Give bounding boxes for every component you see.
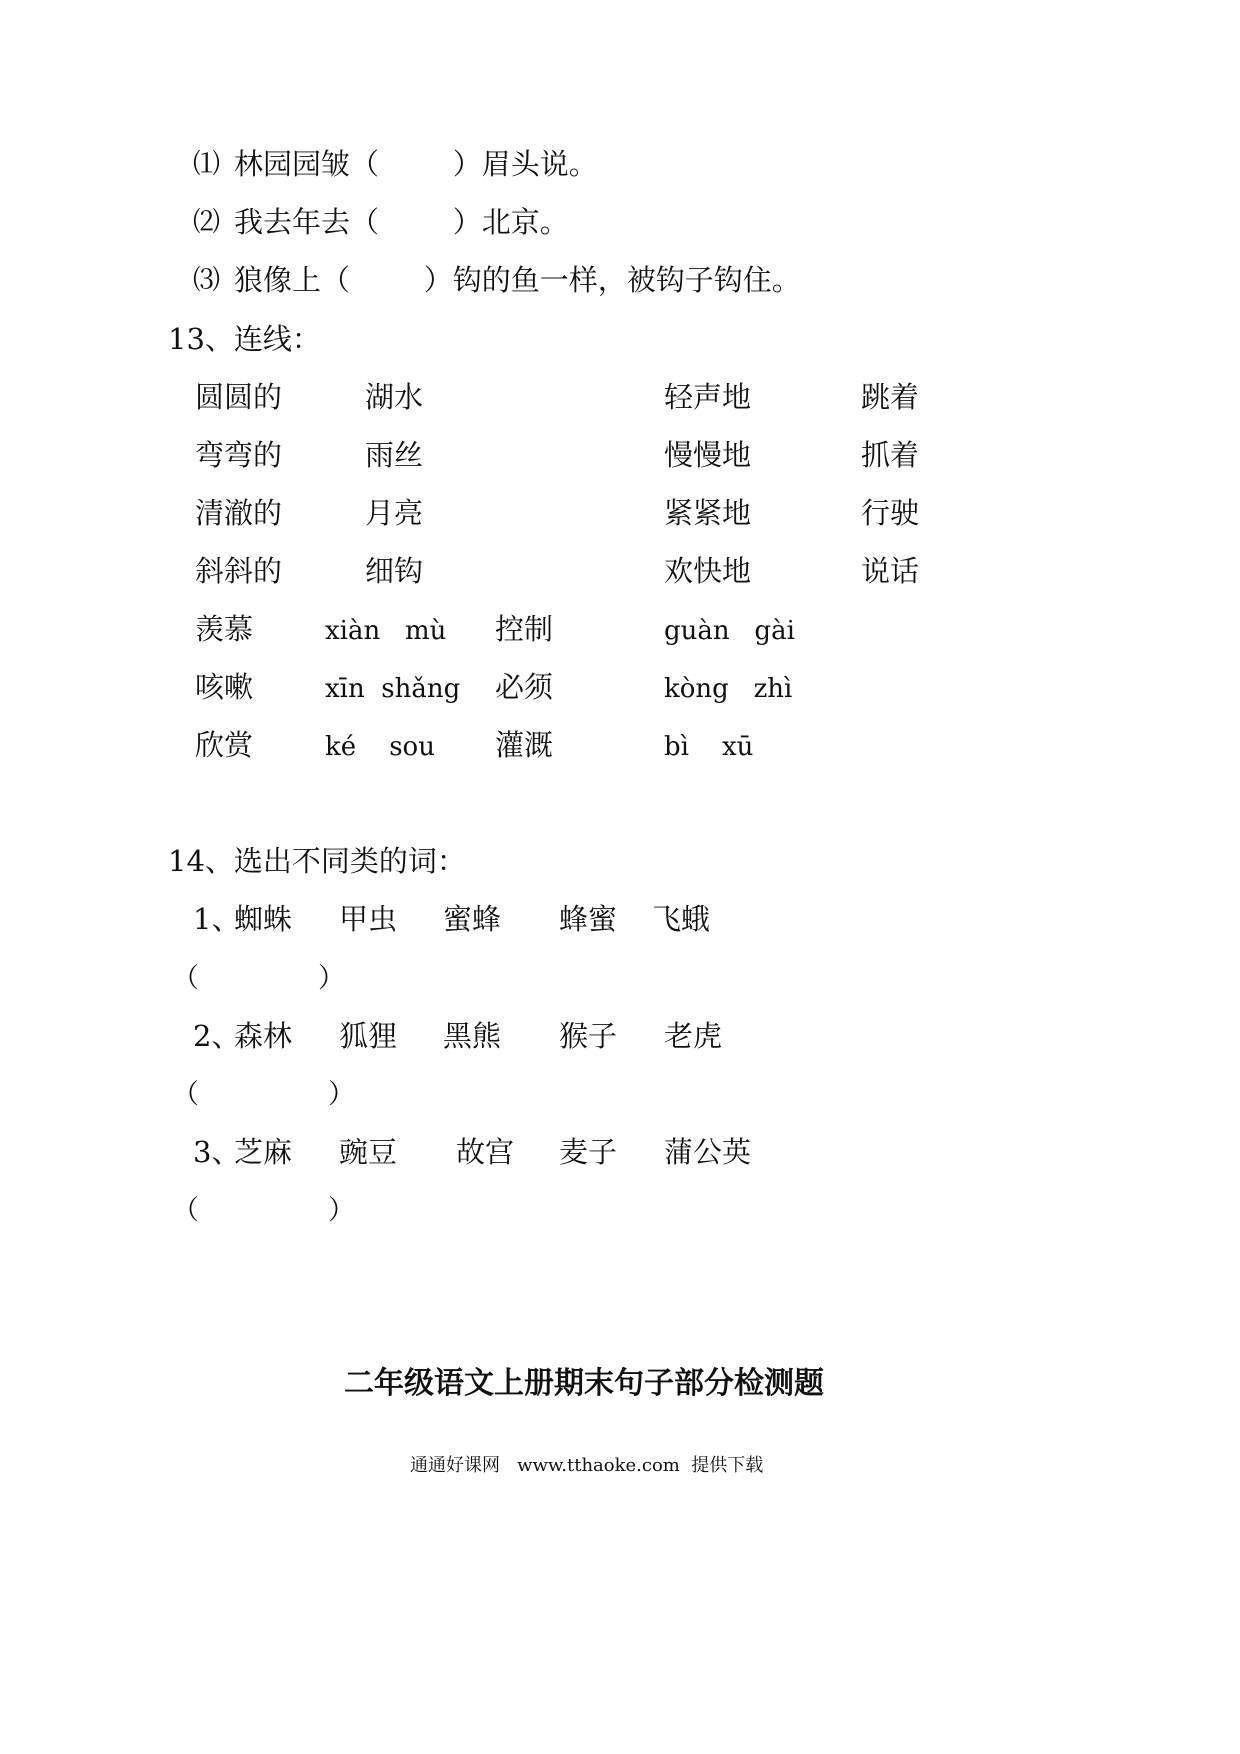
q14-group-2-word-5: 老虎 xyxy=(664,1019,723,1053)
q13-pinyin-row-2-pinyin-b: kòng zhì xyxy=(664,674,793,704)
q13-pair-4-verb: 说话 xyxy=(861,554,920,588)
q14-group-2-word-1: 森林 xyxy=(234,1019,293,1053)
q12-item-3-number: ⑶ xyxy=(193,265,220,296)
q13-pair-4-adv: 欢快地 xyxy=(664,554,752,588)
q14-group-1-number: 1、 xyxy=(193,902,241,936)
q14-group-3-number: 3、 xyxy=(193,1135,241,1169)
q14-group-1-word-4: 蜂蜜 xyxy=(559,902,618,936)
q14-group-1-answer-open: （ xyxy=(172,963,199,994)
q13-pinyin-row-1-word-b: 控制 xyxy=(495,612,554,646)
q14-group-1-answer-close: ） xyxy=(318,963,345,994)
q14-group-2-number: 2、 xyxy=(193,1019,241,1053)
q13-pair-2-noun: 雨丝 xyxy=(365,438,424,472)
q14-group-1-word-2: 甲虫 xyxy=(339,902,398,936)
q14-group-3-word-1: 芝麻 xyxy=(234,1135,293,1169)
q13-pinyin-row-3-word-b: 灌溉 xyxy=(495,728,554,762)
q14-group-3-word-2: 豌豆 xyxy=(339,1135,398,1169)
q14-group-2-word-2: 狐狸 xyxy=(339,1019,398,1053)
q13-pinyin-row-2-word-b: 必须 xyxy=(495,670,554,704)
q12-item-1-text: 林园园皱（ ）眉头说。 xyxy=(234,147,598,181)
q13-pinyin-row-1-pinyin-b: guàn gài xyxy=(664,616,795,646)
q13-pair-2-adv: 慢慢地 xyxy=(664,438,752,472)
q13-pinyin-row-2-word-a: 咳嗽 xyxy=(195,670,254,704)
q14-group-3-answer-close: ） xyxy=(328,1195,355,1226)
q14-group-2-answer-open: （ xyxy=(172,1079,199,1110)
q13-pinyin-row-3-word-a: 欣赏 xyxy=(195,728,254,762)
q13-pair-3-noun: 月亮 xyxy=(365,496,424,530)
q13-pair-4-noun: 细钩 xyxy=(365,554,424,588)
q12-item-1-number: ⑴ xyxy=(193,149,220,180)
q14-group-3-word-5: 蒲公英 xyxy=(664,1135,752,1169)
q14-group-2-answer-close: ） xyxy=(328,1079,355,1110)
q14-group-1-word-3: 蜜蜂 xyxy=(443,902,502,936)
q13-pinyin-row-2-pinyin-a: xīn shǎng xyxy=(325,674,461,704)
q14-group-2-word-3: 黑熊 xyxy=(443,1019,502,1053)
q12-item-2-number: ⑵ xyxy=(193,207,220,238)
q13-pair-2-adj: 弯弯的 xyxy=(195,438,283,472)
q13-pinyin-row-3-pinyin-b: bì xū xyxy=(664,732,754,762)
q13-pinyin-row-1-word-a: 羡慕 xyxy=(195,612,254,646)
q14-group-3-word-4: 麦子 xyxy=(559,1135,618,1169)
q12-item-3-text: 狼像上（ ）钩的鱼一样，被钩子钩住。 xyxy=(234,263,801,297)
q14-group-3-word-3: 故宫 xyxy=(456,1135,515,1169)
q13-pinyin-row-1-pinyin-a: xiàn mù xyxy=(325,616,447,646)
q14-group-1-word-1: 蜘蛛 xyxy=(234,902,293,936)
q14-group-2-word-4: 猴子 xyxy=(559,1019,618,1053)
footer-text: 通通好课网 www.tthaoke.com 提供下载 xyxy=(410,1455,764,1476)
q13-pair-3-adj: 清澈的 xyxy=(195,496,283,530)
q13-pair-1-verb: 跳着 xyxy=(861,380,920,414)
section-title: 二年级语文上册期末句子部分检测题 xyxy=(344,1366,824,1401)
q12-item-2-text: 我去年去（ ）北京。 xyxy=(234,205,569,239)
q13-pinyin-row-3-pinyin-a: ké sou xyxy=(325,732,435,762)
q13-pair-1-adj: 圆圆的 xyxy=(195,380,283,414)
q13-pair-1-adv: 轻声地 xyxy=(664,380,752,414)
q13-pair-4-adj: 斜斜的 xyxy=(195,554,283,588)
q14-heading: 14、选出不同类的词： xyxy=(168,844,466,878)
q13-pair-2-verb: 抓着 xyxy=(861,438,920,472)
q13-pair-3-adv: 紧紧地 xyxy=(664,496,752,530)
q14-group-1-word-5: 飞蛾 xyxy=(652,902,711,936)
q13-pair-3-verb: 行驶 xyxy=(861,496,920,530)
q13-heading: 13、连线： xyxy=(168,322,321,356)
q14-group-3-answer-open: （ xyxy=(172,1195,199,1226)
q13-pair-1-noun: 湖水 xyxy=(365,380,424,414)
